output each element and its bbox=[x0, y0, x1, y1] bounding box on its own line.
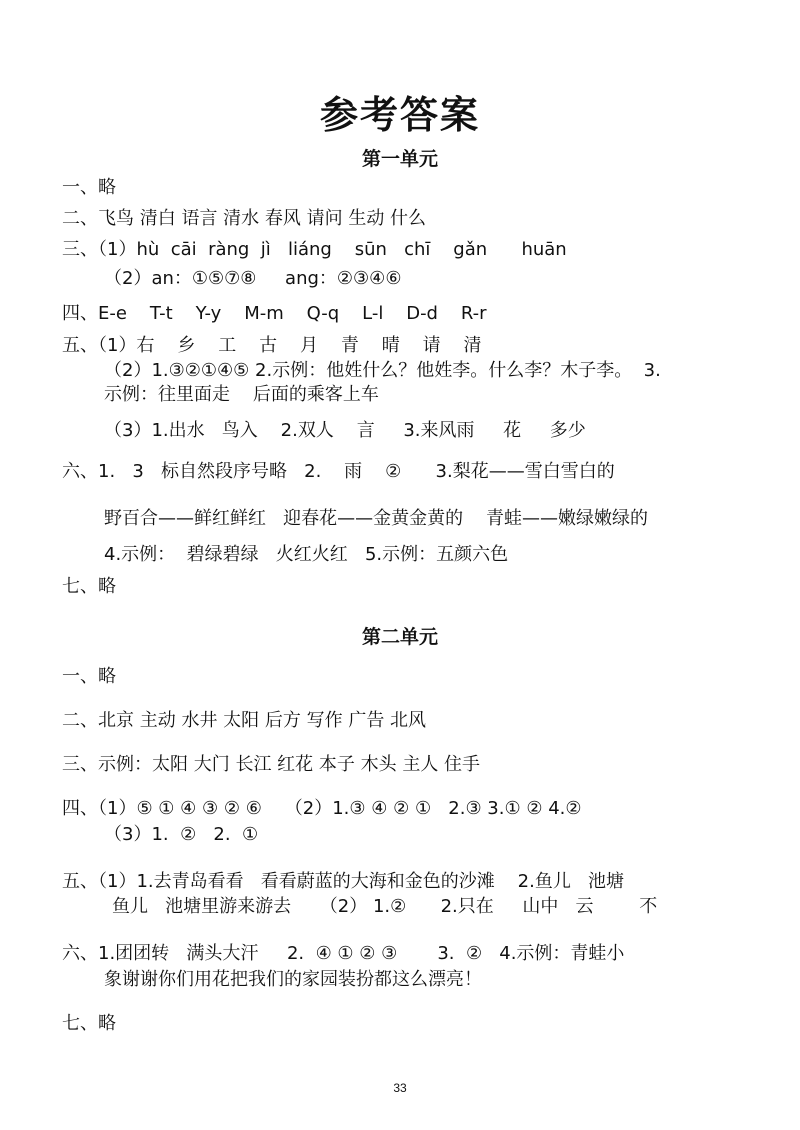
unit-2-line-7: 鱼儿 池塘里游来游去 （2） 1.② 2.只在 山中 云 不 bbox=[112, 896, 658, 917]
unit-1-line-7: （2）1.③②①④⑤ 2.示例：他姓什么？他姓李。什么李？木子李。 3. bbox=[104, 360, 661, 381]
unit-2-line-3: 三、示例：太阳 大门 长江 红花 本子 木头 主人 住手 bbox=[62, 754, 481, 775]
unit-2-heading: 第二单元 bbox=[361, 626, 438, 648]
unit-2-line-6: 五、（1）1.去青岛看看 看看蔚蓝的大海和金色的沙滩 2.鱼儿 池塘 bbox=[62, 871, 625, 892]
unit-1-line-3: 三、（1）hù cāi ràng jì liáng sūn chī gǎn huān bbox=[62, 239, 567, 260]
unit-1-line-12: 4.示例： 碧绿碧绿 火红火红 5.示例：五颜六色 bbox=[104, 544, 509, 565]
unit-1-line-13: 七、略 bbox=[62, 576, 116, 597]
unit-1-line-9: （3）1.出水 鸟入 2.双人 言 3.来风雨 花 多少 bbox=[104, 420, 586, 441]
unit-1-line-4: （2）an：①⑤⑦⑧ ang：②③④⑥ bbox=[104, 268, 402, 289]
unit-1-line-5: 四、E-e T-t Y-y M-m Q-q L-l D-d R-r bbox=[62, 303, 487, 324]
page-title: 参考答案 bbox=[319, 93, 480, 137]
unit-2-line-4: 四、（1）⑤ ① ④ ③ ② ⑥ （2）1.③ ④ ② ① 2.③ 3.① ② 4.② bbox=[62, 798, 582, 819]
unit-2-line-5: （3）1. ② 2. ① bbox=[104, 824, 259, 845]
unit-1-line-1: 一、略 bbox=[62, 177, 116, 198]
unit-1-line-8: 示例：往里面走 后面的乘客上车 bbox=[104, 384, 379, 405]
unit-1-heading: 第一单元 bbox=[361, 148, 438, 170]
unit-2-line-10: 七、略 bbox=[62, 1013, 116, 1034]
unit-2-line-1: 一、略 bbox=[62, 666, 116, 687]
unit-1-line-2: 二、飞鸟 清白 语言 清水 春风 请问 生动 什么 bbox=[62, 208, 427, 229]
unit-2-line-2: 二、北京 主动 水井 太阳 后方 写作 广告 北风 bbox=[62, 710, 427, 731]
unit-1-line-6: 五、（1）右 乡 工 古 月 青 晴 请 清 bbox=[62, 335, 482, 356]
unit-2-line-8: 六、1.团团转 满头大汗 2. ④ ① ② ③ 3. ② 4.示例：青蛙小 bbox=[62, 943, 625, 964]
unit-1-line-10: 六、1. 3 标自然段序号略 2. 雨 ② 3.梨花——雪白雪白的 bbox=[62, 461, 615, 482]
page-number: 33 bbox=[393, 1081, 407, 1095]
unit-2-line-9: 象谢谢你们用花把我们的家园装扮都这么漂亮！ bbox=[104, 969, 482, 990]
unit-1-line-11: 野百合——鲜红鲜红 迎春花——金黄金黄的 青蛙——嫩绿嫩绿的 bbox=[104, 508, 649, 529]
